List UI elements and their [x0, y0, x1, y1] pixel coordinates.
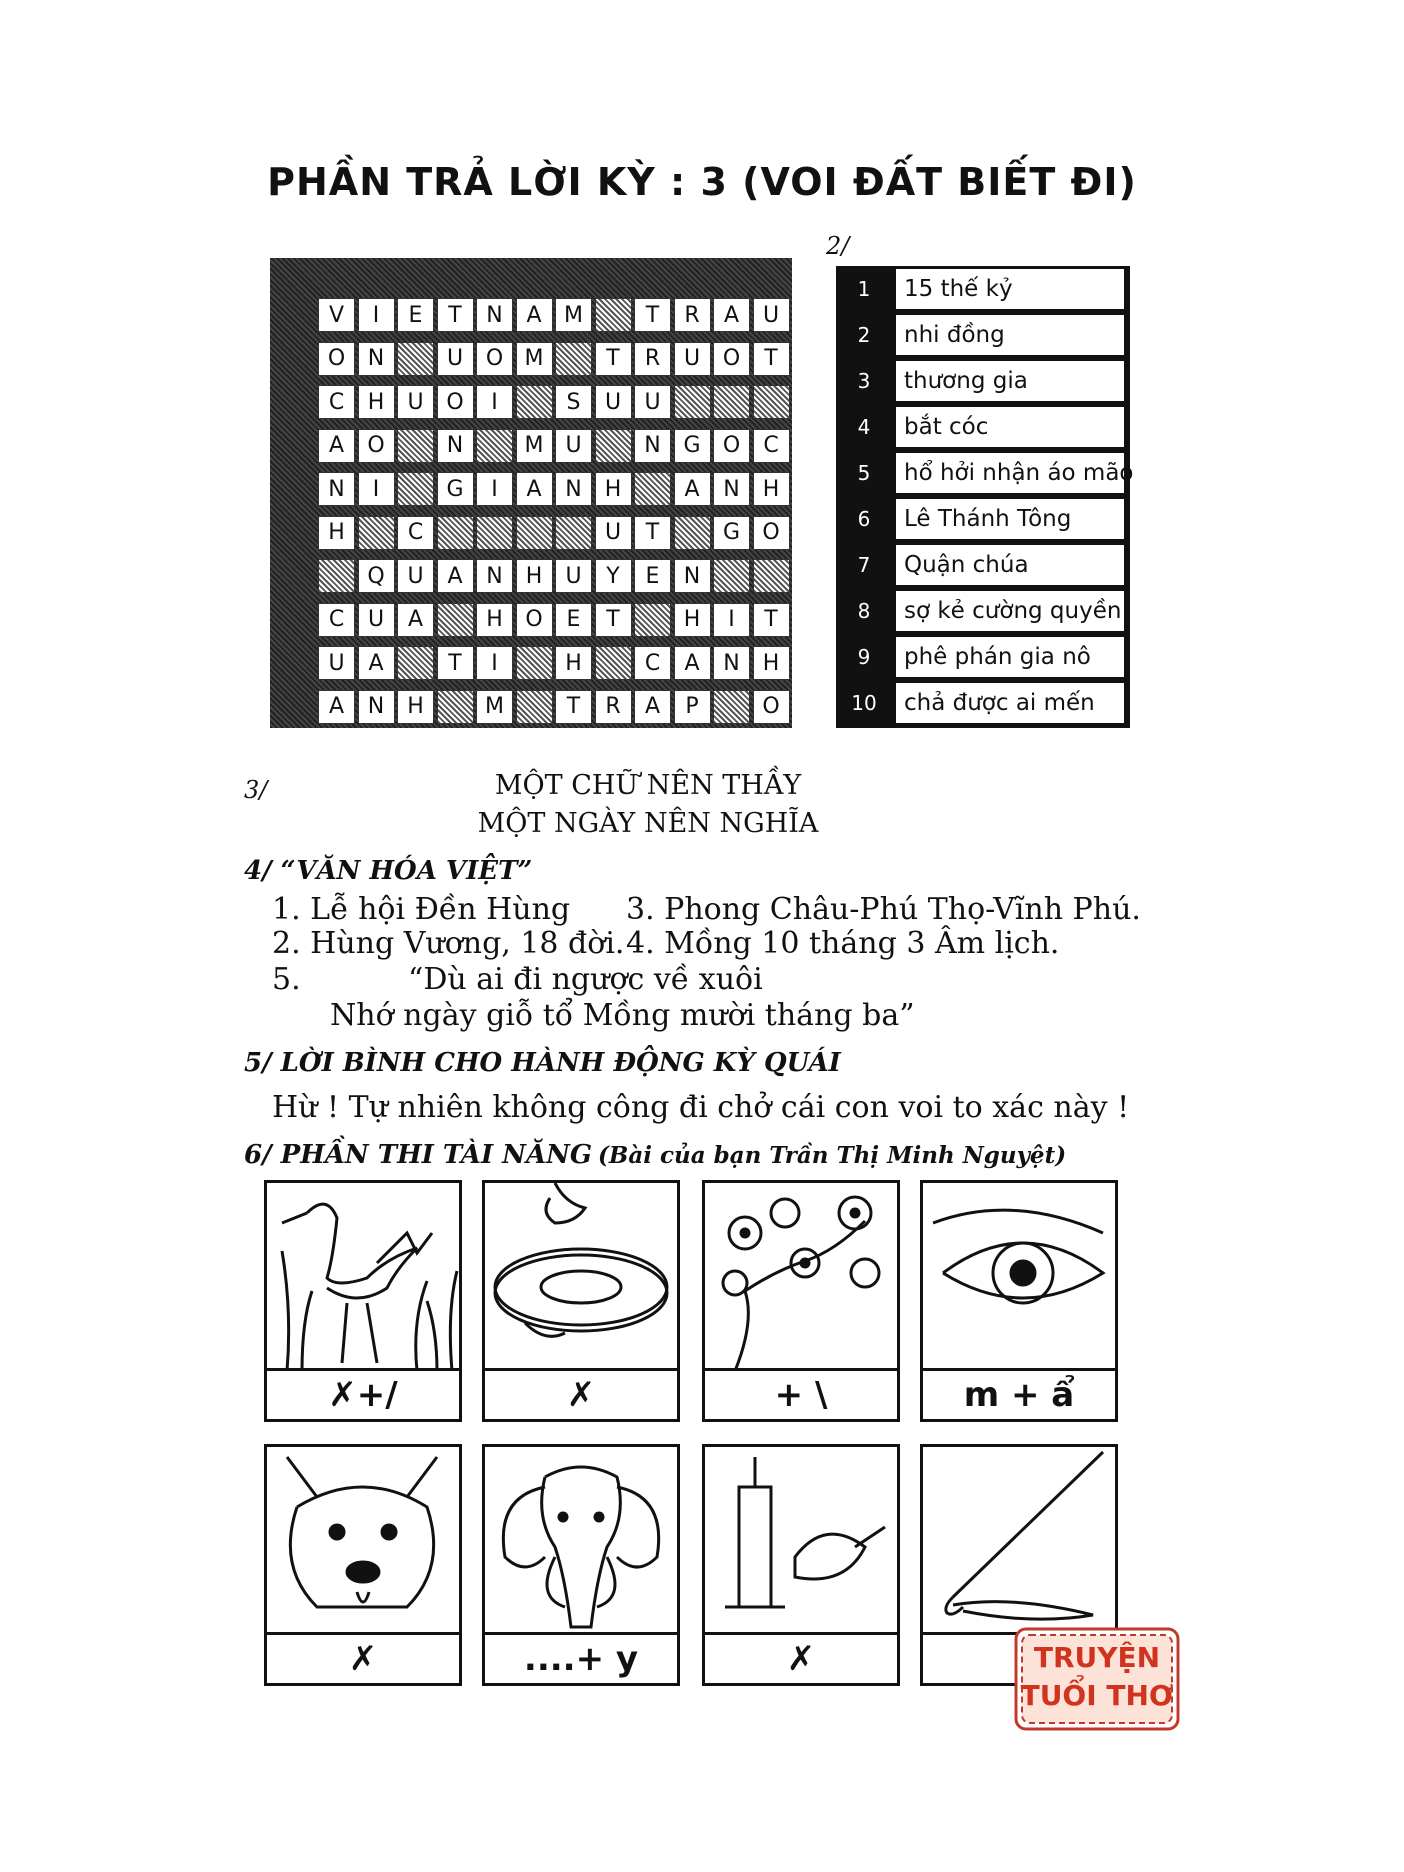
crossword-cell: H: [555, 646, 592, 680]
panel-caption: + \: [705, 1368, 897, 1419]
q2-answer-number: 9: [857, 645, 871, 669]
crossword-blank-cell: [595, 646, 632, 680]
q3-line-1: MỘT CHỮ NÊN THẦY: [494, 770, 802, 801]
q6-heading: 6/ PHẦN THI TÀI NĂNG: [244, 1140, 593, 1170]
crossword-cell: E: [634, 559, 671, 593]
crossword-cell: U: [595, 385, 632, 419]
crossword-cell: H: [358, 385, 395, 419]
crossword-blank-cell: [476, 429, 513, 463]
crossword-cell: Y: [595, 559, 632, 593]
crossword-cell: T: [753, 342, 790, 376]
panel-dog: [264, 1444, 462, 1686]
crossword-cell: N: [634, 429, 671, 463]
crossword-cell: I: [476, 472, 513, 506]
crossword-cell: G: [713, 516, 750, 550]
q2-answer-row: [836, 358, 1130, 404]
crossword-cell: A: [437, 559, 474, 593]
crossword-cell: C: [397, 516, 434, 550]
panel-blossom: [702, 1180, 900, 1422]
crossword-blank-cell: [516, 690, 553, 724]
q2-answer-number: 5: [857, 461, 871, 485]
crossword-cell: U: [437, 342, 474, 376]
panel-elephant: [482, 1444, 680, 1686]
crossword-blank-cell: [437, 690, 474, 724]
crossword-cell: U: [397, 559, 434, 593]
q4-answer-5-number: 5.: [272, 962, 301, 997]
crossword-blank-cell: [476, 516, 513, 550]
crossword-cell: T: [634, 298, 671, 332]
crossword-cell: N: [713, 646, 750, 680]
crossword-blank-cell: [713, 385, 750, 419]
crossword-cell: N: [318, 472, 355, 506]
crossword-cell: H: [753, 646, 790, 680]
crossword-cell: T: [595, 342, 632, 376]
dog-icon: [267, 1447, 459, 1635]
q2-answer-text: sợ kẻ cường quyền: [896, 591, 1124, 631]
crossword-cell: A: [318, 690, 355, 724]
q2-answer-row: [836, 634, 1130, 680]
panel-candle: [702, 1444, 900, 1686]
truyen-tuoi-tho-logo: [1012, 1625, 1182, 1733]
crossword-cell: R: [674, 298, 711, 332]
crossword-blank-cell: [555, 342, 592, 376]
crossword-cell: N: [476, 559, 513, 593]
crossword-cell: A: [318, 429, 355, 463]
crossword-blank-cell: [397, 429, 434, 463]
elephant-icon: [485, 1447, 677, 1635]
crossword-cell: U: [555, 559, 592, 593]
q2-answer-row: [836, 450, 1134, 496]
candle-icon: [705, 1447, 897, 1635]
crossword-blank-cell: [634, 603, 671, 637]
panel-heron: [264, 1180, 462, 1422]
crossword-cell: N: [555, 472, 592, 506]
crossword-cell: A: [674, 646, 711, 680]
crossword-blank-cell: [437, 603, 474, 637]
crossword-cell: G: [437, 472, 474, 506]
crossword-cell: H: [476, 603, 513, 637]
q5-heading: 5/ LỜI BÌNH CHO HÀNH ĐỘNG KỲ QUÁI: [244, 1048, 841, 1078]
q4-answer-1: 1. Lễ hội Đền Hùng: [272, 892, 571, 927]
crossword-blank-cell: [437, 516, 474, 550]
gong-icon: [485, 1183, 677, 1371]
panel-gong: [482, 1180, 680, 1422]
q3-label: 3/: [244, 776, 268, 804]
crossword-cell: N: [476, 298, 513, 332]
q5-answer: Hừ ! Tự nhiên không công đi chở cái con voi to xác này !: [272, 1090, 1130, 1125]
crossword-blank-cell: [516, 516, 553, 550]
q2-answer-text: phê phán gia nô: [896, 637, 1124, 677]
panel-caption: ✗: [705, 1632, 897, 1683]
panel-caption: ✗: [485, 1368, 677, 1419]
heron-icon: [267, 1183, 459, 1371]
crossword-cell: I: [713, 603, 750, 637]
q6-credit: (Bài của bạn Trần Thị Minh Nguyệt): [598, 1142, 1067, 1169]
crossword-cell: A: [713, 298, 750, 332]
q4-answer-4: 4. Mồng 10 tháng 3 Âm lịch.: [626, 926, 1060, 961]
crossword-blank-cell: [358, 516, 395, 550]
crossword-blank-cell: [318, 559, 355, 593]
crossword-cell: O: [713, 342, 750, 376]
q2-answer-text: thương gia: [896, 361, 1124, 401]
crossword-cell: H: [397, 690, 434, 724]
panel-caption: ✗: [267, 1632, 459, 1683]
crossword-blank-cell: [713, 690, 750, 724]
crossword-cell: E: [555, 603, 592, 637]
crossword-cell: Q: [358, 559, 395, 593]
q2-answer-text: 15 thế kỷ: [896, 269, 1124, 309]
crossword-cell: U: [595, 516, 632, 550]
crossword-cell: O: [437, 385, 474, 419]
panel-caption: ✗+/: [267, 1368, 459, 1419]
q3-line-2: MỘT NGÀY NÊN NGHĨA: [477, 808, 819, 839]
crossword-cell: O: [516, 603, 553, 637]
panel-caption: m + ẩ: [923, 1368, 1115, 1419]
crossword-cell: C: [318, 385, 355, 419]
crossword-blank-cell: [674, 516, 711, 550]
crossword-cell: R: [595, 690, 632, 724]
crossword-cell: T: [437, 646, 474, 680]
q2-answer-row: [836, 542, 1130, 588]
crossword-blank-cell: [516, 385, 553, 419]
crossword-cell: H: [753, 472, 790, 506]
q2-answer-number: 2: [857, 323, 871, 347]
crossword-cell: H: [674, 603, 711, 637]
crossword-blank-cell: [397, 472, 434, 506]
q2-answer-number: 8: [857, 599, 871, 623]
q4-answer-5-line-2: Nhớ ngày giỗ tổ Mồng mười tháng ba”: [330, 998, 915, 1033]
crossword-blank-cell: [713, 559, 750, 593]
crossword-cell: U: [397, 385, 434, 419]
q2-answer-text: Lê Thánh Tông: [896, 499, 1124, 539]
panel-caption: ....+ y: [485, 1632, 677, 1683]
q2-answer-number: 1: [857, 277, 871, 301]
crossword-cell: G: [674, 429, 711, 463]
crossword-cell: A: [516, 298, 553, 332]
crossword-cell: U: [358, 603, 395, 637]
crossword-cell: M: [555, 298, 592, 332]
crossword-cell: M: [516, 429, 553, 463]
apricot-blossom-icon: [705, 1183, 897, 1371]
crossword-cell: U: [674, 342, 711, 376]
needle-thread-icon: [923, 1447, 1115, 1635]
crossword-cell: T: [634, 516, 671, 550]
crossword-cell: I: [476, 385, 513, 419]
q2-answer-row: [836, 496, 1130, 542]
crossword-cell: M: [476, 690, 513, 724]
crossword-blank-cell: [674, 385, 711, 419]
crossword-blank-cell: [397, 342, 434, 376]
crossword-cell: E: [397, 298, 434, 332]
crossword-blank-cell: [397, 646, 434, 680]
q2-answer-list: [836, 266, 1134, 728]
q2-answer-row: [836, 312, 1130, 358]
crossword-cell: T: [595, 603, 632, 637]
crossword-cell: N: [358, 690, 395, 724]
crossword-cell: A: [674, 472, 711, 506]
crossword-cell: A: [358, 646, 395, 680]
crossword-cell: N: [674, 559, 711, 593]
crossword-cell: H: [318, 516, 355, 550]
crossword-cell: A: [516, 472, 553, 506]
q2-answer-text: chả được ai mến: [896, 683, 1124, 723]
crossword-cell: C: [318, 603, 355, 637]
crossword-blank-cell: [753, 559, 790, 593]
crossword-cell: A: [397, 603, 434, 637]
crossword-cell: H: [516, 559, 553, 593]
logo-line-2: TUỔI THƠ: [1020, 1679, 1174, 1712]
crossword-blank-cell: [595, 298, 632, 332]
crossword-cell: O: [476, 342, 513, 376]
q2-answer-number: 4: [857, 415, 871, 439]
q4-answer-5-line-1: “Dù ai đi ngược về xuôi: [408, 962, 763, 997]
q2-answer-text: hổ hởi nhận áo mão: [896, 453, 1124, 493]
crossword-cell: A: [634, 690, 671, 724]
logo-line-1: TRUYỆN: [1033, 1641, 1161, 1674]
crossword-cell: U: [318, 646, 355, 680]
crossword-cell: I: [476, 646, 513, 680]
crossword-cell: S: [555, 385, 592, 419]
crossword-blank-cell: [595, 429, 632, 463]
crossword-cell: N: [713, 472, 750, 506]
q2-answer-number: 6: [857, 507, 871, 531]
crossword-cell: C: [634, 646, 671, 680]
q2-answer-number: 10: [851, 691, 877, 715]
crossword-cell: N: [437, 429, 474, 463]
crossword-cell: I: [358, 472, 395, 506]
crossword-blank-cell: [634, 472, 671, 506]
crossword-cell: I: [358, 298, 395, 332]
crossword-cell: U: [634, 385, 671, 419]
crossword-cell: N: [358, 342, 395, 376]
q2-answer-row: [836, 266, 1130, 312]
crossword-cell: T: [437, 298, 474, 332]
crossword-cell: O: [753, 690, 790, 724]
q2-answer-number: 3: [857, 369, 871, 393]
crossword-cell: H: [595, 472, 632, 506]
crossword-blank-cell: [516, 646, 553, 680]
q2-answer-text: Quận chúa: [896, 545, 1124, 585]
q2-answer-text: bắt cóc: [896, 407, 1124, 447]
panel-eye: [920, 1180, 1118, 1422]
crossword-cell: P: [674, 690, 711, 724]
page-title: PHẦN TRẢ LỜI KỲ : 3 (VOI ĐẤT BIẾT ĐI): [267, 160, 1137, 204]
crossword-cell: T: [555, 690, 592, 724]
crossword-cell: V: [318, 298, 355, 332]
crossword-cell: T: [753, 603, 790, 637]
q2-label: 2/: [826, 232, 850, 260]
crossword-cell: O: [713, 429, 750, 463]
q2-answer-row: [836, 404, 1130, 450]
crossword-cell: O: [753, 516, 790, 550]
crossword-cell: U: [753, 298, 790, 332]
crossword-cell: R: [634, 342, 671, 376]
crossword-cell: M: [516, 342, 553, 376]
crossword-cell: O: [318, 342, 355, 376]
q4-answer-2: 2. Hùng Vương, 18 đời.: [272, 926, 625, 961]
crossword-cell: U: [555, 429, 592, 463]
q4-heading: 4/ “VĂN HÓA VIỆT”: [244, 856, 533, 886]
q2-answer-row: [836, 588, 1130, 634]
crossword-blank-cell: [555, 516, 592, 550]
crossword-grid: [270, 258, 792, 728]
q2-answer-row: [836, 680, 1130, 726]
crossword-cell: O: [358, 429, 395, 463]
q2-answer-text: nhi đồng: [896, 315, 1124, 355]
q2-answer-number: 7: [857, 553, 871, 577]
eye-icon: [923, 1183, 1115, 1371]
crossword-blank-cell: [753, 385, 790, 419]
q4-answer-3: 3. Phong Châu-Phú Thọ-Vĩnh Phú.: [626, 892, 1141, 927]
crossword-cell: C: [753, 429, 790, 463]
